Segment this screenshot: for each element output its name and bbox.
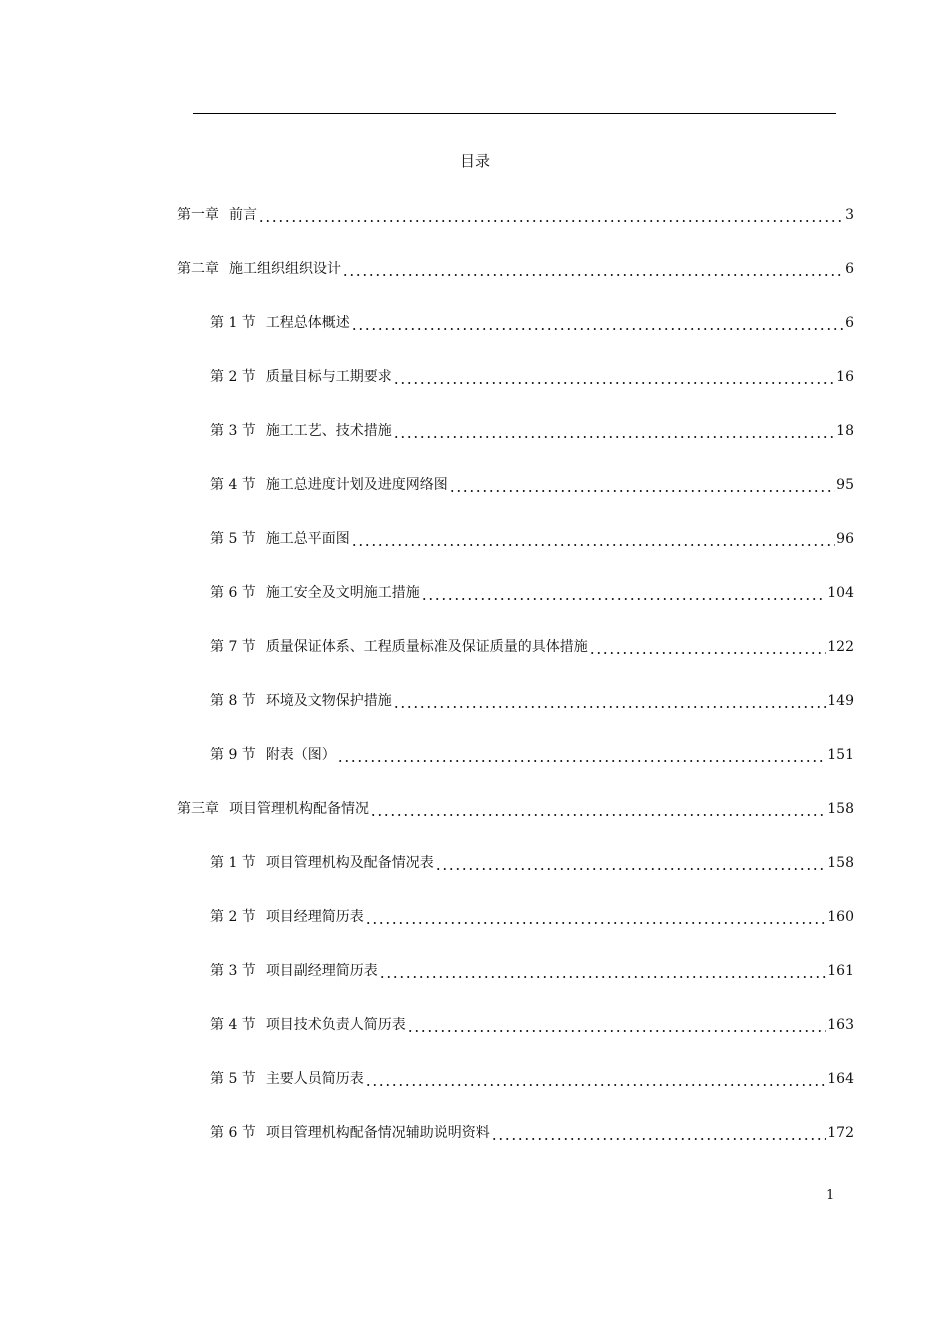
toc-entry-page: 122 — [827, 639, 854, 655]
toc-title: 目录 — [459, 152, 490, 170]
toc-entry-page: 151 — [827, 747, 854, 763]
toc-entry-page: 163 — [827, 1017, 854, 1033]
toc-entry-number: 第 6 节 — [210, 585, 256, 601]
toc-entry-text: 施工总平面图 — [265, 531, 350, 547]
toc-entry-number: 第 1 节 — [210, 855, 256, 871]
toc-section-entry[interactable] — [210, 636, 854, 658]
toc-entry-text: 质量保证体系、工程质量标准及保证质量的具体措施 — [265, 639, 588, 655]
dot-leader — [407, 1014, 826, 1036]
toc-entry-number: 第 6 节 — [210, 1125, 256, 1141]
toc-entry-page: 161 — [827, 963, 854, 979]
dot-leader — [379, 960, 826, 982]
toc-entry-text: 施工工艺、技术措施 — [265, 423, 392, 439]
toc-section-entry[interactable] — [210, 1122, 854, 1144]
dot-leader — [435, 852, 826, 874]
toc-section-entry[interactable] — [210, 960, 854, 982]
dot-leader — [365, 906, 826, 928]
toc-entry-number: 第 8 节 — [210, 693, 256, 709]
toc-entry-page: 18 — [836, 423, 854, 439]
toc-entry-number: 第 7 节 — [210, 639, 256, 655]
toc-entry-number: 第 2 节 — [210, 369, 256, 385]
toc-section-entry[interactable] — [210, 852, 854, 874]
toc-entry-label — [177, 258, 341, 280]
toc-entry-page: 16 — [836, 369, 854, 385]
toc-entry-number: 第 3 节 — [210, 963, 256, 979]
toc-section-entry[interactable] — [210, 690, 854, 712]
toc-entry-number: 第 2 节 — [210, 909, 256, 925]
toc-entry-page: 3 — [845, 207, 854, 223]
toc-entry-label — [210, 960, 378, 982]
toc-entry-label — [177, 798, 369, 820]
toc-entry-number: 第 4 节 — [210, 1017, 256, 1033]
toc-entry-label — [210, 528, 350, 550]
toc-entry-page: 104 — [827, 585, 854, 601]
toc-section-entry[interactable] — [210, 366, 854, 388]
toc-entry-number: 第一章 — [177, 207, 219, 223]
toc-entry-label — [210, 474, 448, 496]
dot-leader — [421, 582, 826, 604]
dot-leader — [351, 528, 835, 550]
toc-entry-number: 第 4 节 — [210, 477, 256, 493]
toc-entry-number: 第三章 — [177, 801, 219, 817]
toc-entry-text: 前言 — [229, 207, 257, 223]
toc-entry-page: 164 — [827, 1071, 854, 1087]
toc-entry-label — [210, 690, 392, 712]
dot-leader — [258, 204, 844, 226]
toc-entry-page: 172 — [827, 1125, 854, 1141]
dot-leader — [351, 312, 844, 334]
toc-entry-page: 158 — [827, 855, 854, 871]
toc-entry-label — [210, 420, 392, 442]
dot-leader — [491, 1122, 826, 1144]
toc-entry-text: 主要人员简历表 — [265, 1071, 364, 1087]
toc-entry-page: 96 — [836, 531, 854, 547]
toc-entry-label — [210, 1014, 406, 1036]
toc-entry-text: 项目管理机构配备情况辅助说明资料 — [265, 1125, 490, 1141]
toc-entry-text: 项目技术负责人简历表 — [265, 1017, 406, 1033]
toc-entry-label — [210, 744, 336, 766]
toc-section-entry[interactable] — [210, 420, 854, 442]
toc-entry-text: 环境及文物保护措施 — [265, 693, 392, 709]
dot-leader — [393, 366, 835, 388]
toc-entry-label — [210, 636, 588, 658]
toc-entry-number: 第 5 节 — [210, 1071, 256, 1087]
toc-entry-number: 第 3 节 — [210, 423, 256, 439]
toc-entry-number: 第二章 — [177, 261, 219, 277]
toc-entry-label — [210, 1122, 490, 1144]
toc-section-entry[interactable] — [210, 582, 854, 604]
toc-section-entry[interactable] — [210, 906, 854, 928]
toc-entry-page: 149 — [827, 693, 854, 709]
toc-section-entry[interactable] — [210, 528, 854, 550]
toc-chapter-entry[interactable] — [177, 798, 854, 820]
dot-leader — [393, 690, 826, 712]
toc-entry-text: 施工总进度计划及进度网络图 — [265, 477, 448, 493]
toc-entry-label — [177, 204, 257, 226]
toc-entry-page: 6 — [845, 261, 854, 277]
toc-entry-page: 6 — [845, 315, 854, 331]
toc-entry-label — [210, 366, 392, 388]
page-number: 1 — [826, 1188, 835, 1203]
toc-entry-text: 项目经理简历表 — [265, 909, 364, 925]
toc-entry-page: 158 — [827, 801, 854, 817]
dot-leader — [337, 744, 826, 766]
toc-entry-label — [210, 1068, 364, 1090]
toc-section-entry[interactable] — [210, 1068, 854, 1090]
toc-entry-text: 附表（图） — [265, 747, 336, 763]
dot-leader — [589, 636, 826, 658]
toc-entry-label — [210, 906, 364, 928]
toc-entry-label — [210, 582, 420, 604]
toc-entry-page: 160 — [827, 909, 854, 925]
toc-section-entry[interactable] — [210, 1014, 854, 1036]
dot-leader — [449, 474, 835, 496]
toc-section-entry[interactable] — [210, 744, 854, 766]
toc-entry-number: 第 1 节 — [210, 315, 256, 331]
toc-entry-text: 施工安全及文明施工措施 — [265, 585, 420, 601]
dot-leader — [365, 1068, 826, 1090]
toc-entry-number: 第 9 节 — [210, 747, 256, 763]
toc-entry-page: 95 — [836, 477, 854, 493]
toc-entry-text: 项目管理机构配备情况 — [229, 801, 369, 817]
toc-entry-text: 施工组织组织设计 — [229, 261, 341, 277]
toc-chapter-entry[interactable] — [177, 204, 854, 226]
dot-leader — [342, 258, 844, 280]
toc-entry-number: 第 5 节 — [210, 531, 256, 547]
toc-entry-text: 工程总体概述 — [265, 315, 350, 331]
toc-entry-label — [210, 852, 434, 874]
toc-entry-text: 项目副经理简历表 — [265, 963, 378, 979]
toc-entry-text: 项目管理机构及配备情况表 — [265, 855, 434, 871]
toc-entry-text: 质量目标与工期要求 — [265, 369, 392, 385]
toc-chapter-entry[interactable] — [177, 258, 854, 280]
dot-leader — [370, 798, 826, 820]
toc-section-entry[interactable] — [210, 474, 854, 496]
toc-section-entry[interactable] — [210, 312, 854, 334]
toc-entry-label — [210, 312, 350, 334]
dot-leader — [393, 420, 835, 442]
